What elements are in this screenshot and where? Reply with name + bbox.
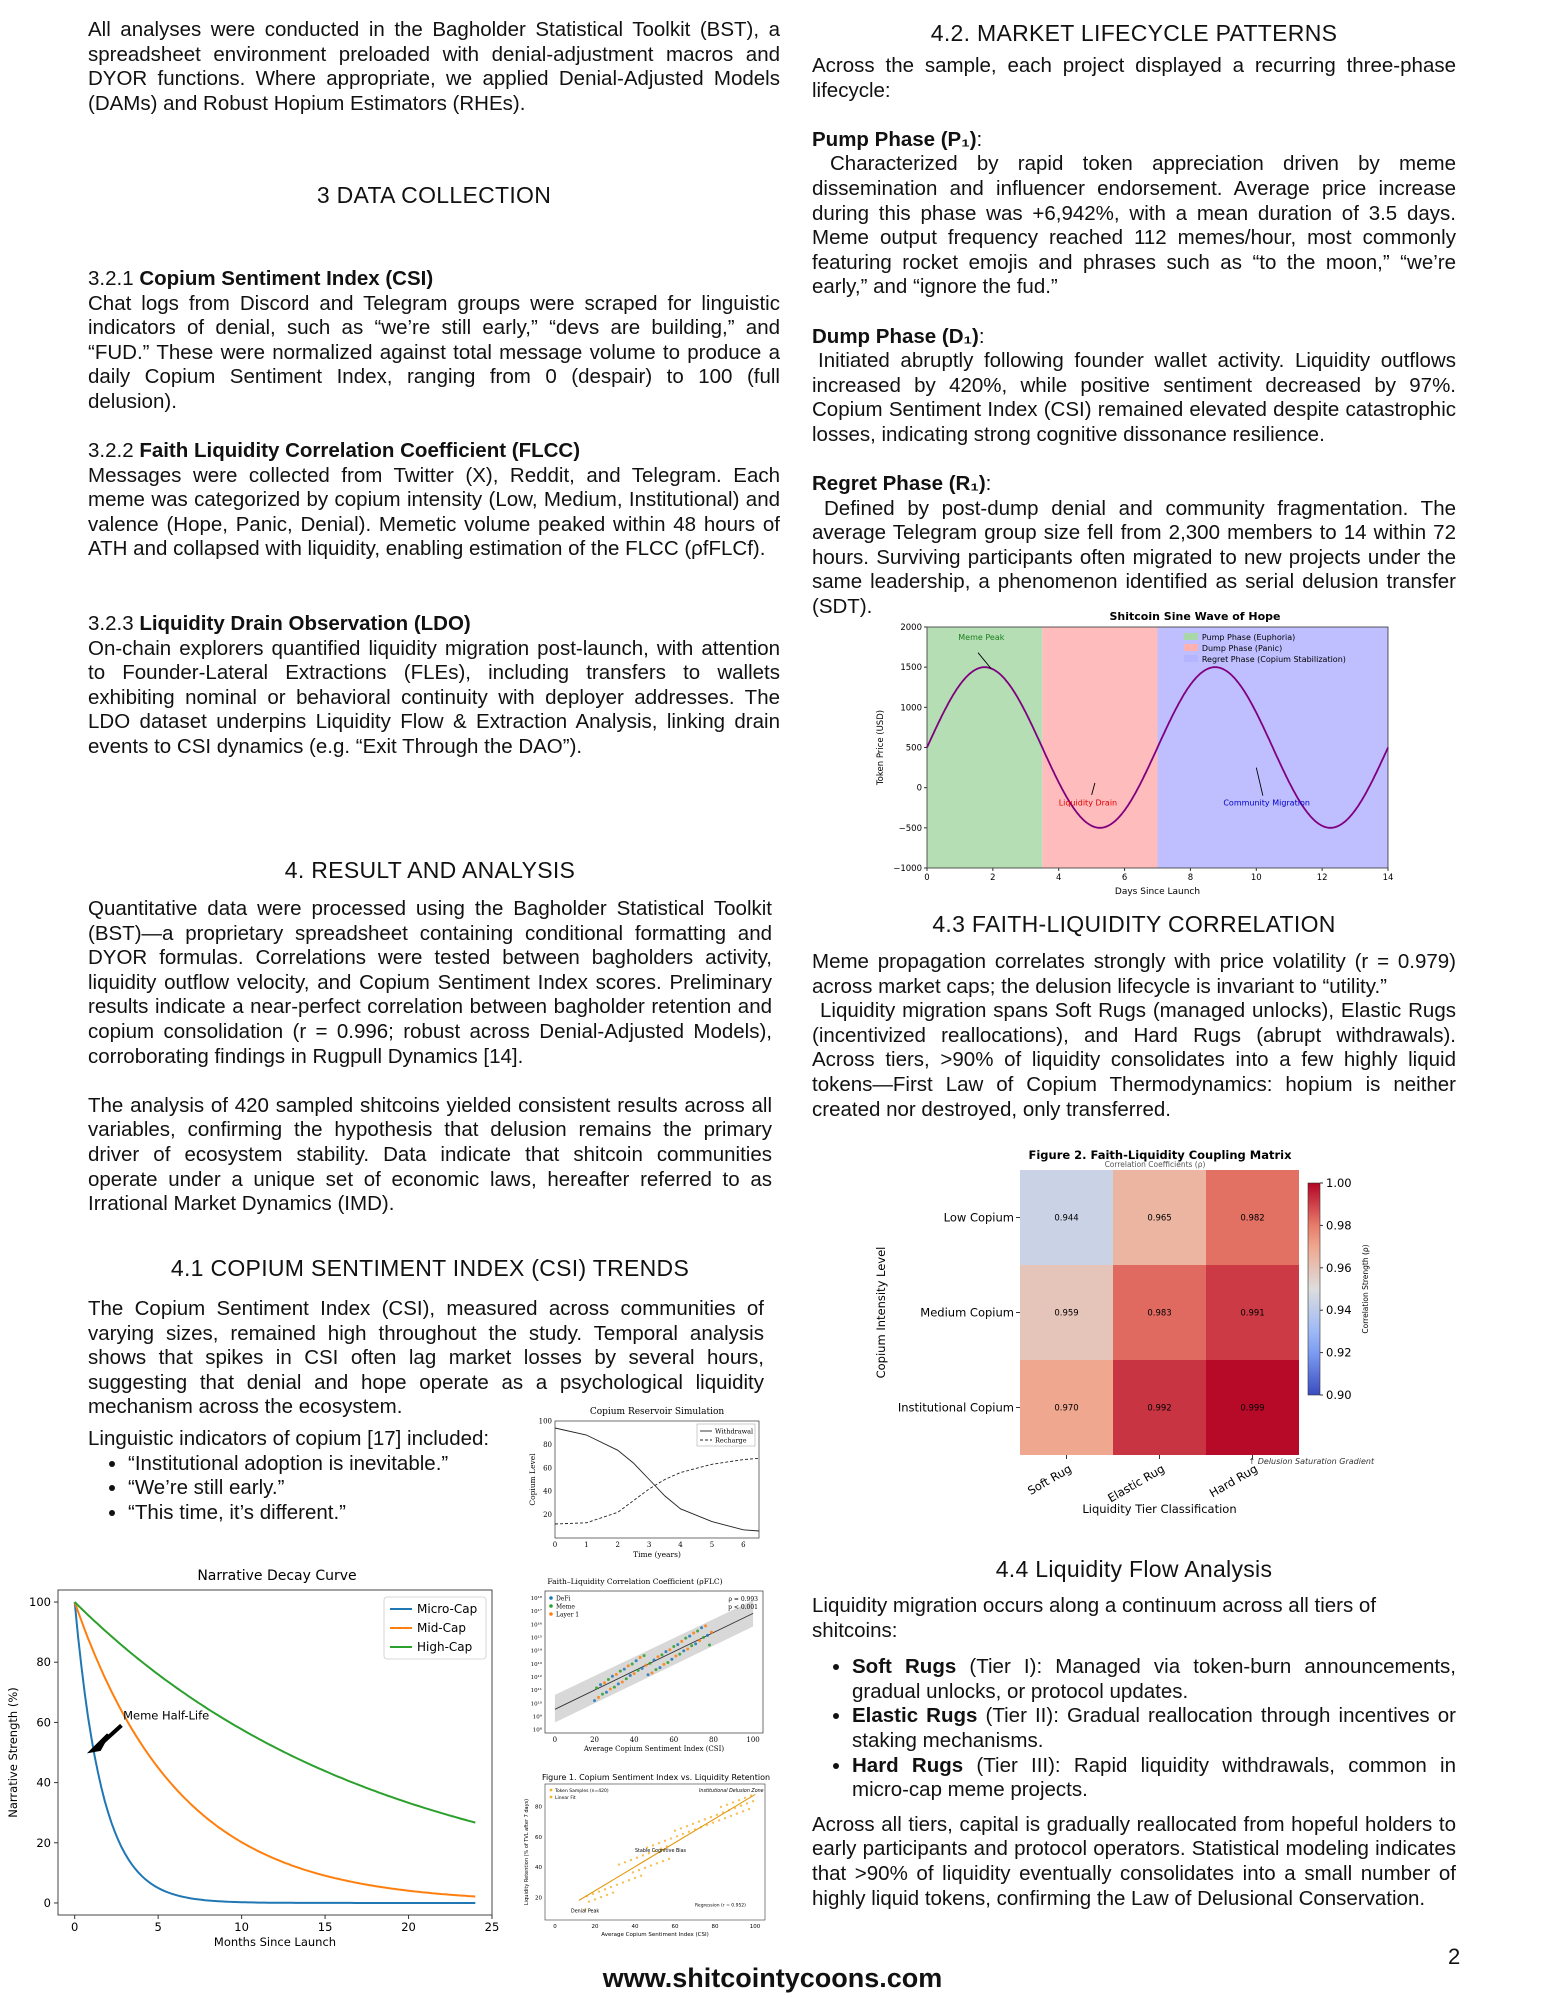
x-tick-label: 20 [401,1920,416,1934]
data-point [662,1663,665,1666]
section-4-1-title: 4.1 COPIUM SENTIMENT INDEX (CSI) TRENDS [170,1255,690,1281]
data-point [692,1631,695,1634]
colorbar-label: 0.90 [1326,1388,1352,1402]
x-tick-label: 6 [741,1541,746,1549]
data-point [690,1644,693,1647]
y-tick-label: 1000 [900,703,922,714]
quote-item: • “Institutional adoption is inevitable.” [128,1452,518,1477]
data-point [644,1867,646,1869]
narrative-decay-chart [0,1560,505,1955]
section-3-2-2: 3.2.2 Faith Liquidity Correlation Coefficient (FLCC) Messages were collected from Twitter (X), Reddit, and Telegram. Each meme was categorized by copium intensity (Low, Medium, Institutional) and valence (Hope, Panic, Denial). Memetic volume peaked within 48 hours of ATH and collapsed with liquidity, enabling estimation of the FLCC (ρfFLCf). [88,439,780,561]
data-point [627,1664,630,1667]
legend-marker [550,1789,553,1792]
col-label: Elastic Rug [1105,1461,1167,1506]
heat-value: 0.959 [1054,1308,1079,1319]
x-tick-label: 0 [552,1541,558,1549]
sine-wave-chart [870,606,1410,896]
data-point [598,1890,600,1892]
section-4-2-body: Across the sample, each project displayed a recurring three-phase lifecycle: Pump Phase (P₁): Characterized by rapid token appreciation driven by meme dissemination and influencer endorsement. Average price increase during this phase was +6,942%, with a mean duration of 3.5 days. Meme output frequency reached 112 memes/hour, most commonly featuring rocket emojis and phrases such as “to the moon,” “we’re early,” and “ignore the fud.” Dump Phase (D₁): Initiated abruptly following founder wallet activity. Liquidity outflows increased by 420%, while positive sentiment decreased by 97%. Copium Sentiment Index (CSI) remained elevated despite catastrophic losses, indicating strong cognitive dissonance resilience. Regret Phase (R₁): Defined by post-dump denial and community fragmentation. The average Telegram group size fell from 2,300 members to 14 within 72 hours. Surviving participants often migrated to new projects under the same leadership, a phenomenon identified as serial delusion transfer (SDT). [812,54,1456,619]
section-4-1-body: The Copium Sentiment Index (CSI), measured across communities of varying sizes, remained high throughout the study. Temporal analysis shows that spikes in CSI often lag market losses by several hours, suggesting that denial and hope operate as a psychological liquidity mechanism across the ecosystem. [88,1297,764,1419]
y-axis-label: Copium Level [528,1453,537,1506]
data-point [696,1630,699,1633]
x-axis-label: Months Since Launch [213,1935,337,1949]
x-tick-label: 4 [1056,873,1062,883]
data-point [684,1637,687,1640]
x-tick-label: 2 [990,873,996,883]
data-point [634,1877,636,1879]
annotation-text: Meme Peak [958,632,1005,642]
x-tick-label: 100 [746,1736,760,1744]
data-point [668,1648,671,1651]
heat-value: 0.991 [1240,1308,1265,1319]
data-point [680,1640,683,1643]
col-label: Hard Rug [1206,1461,1260,1501]
data-point [718,1819,720,1821]
colorbar-label: 1.00 [1326,1176,1352,1190]
x-tick-label: 25 [484,1920,500,1934]
y-tick-label: 20 [543,1511,552,1520]
y-tick-label: 10¹⁶ [530,1622,542,1629]
data-point [588,1901,590,1903]
x-axis-label: Average Copium Sentiment Index (CSI) [583,1745,725,1753]
data-point [654,1668,657,1671]
data-point [698,1820,700,1822]
section-4-title: 4. RESULT AND ANALYSIS [284,857,576,883]
intro-paragraph: All analyses were conducted in the Bagholder Statistical Toolkit (BST), a spreadsheet environment preloaded with denial-adjustment macros and DYOR functions. Where appropriate, we applied Denial-Adjusted Models (DAMs) and Robust Hopium Estimators (RHEs). [88,18,780,115]
data-point [740,1805,742,1807]
y-axis-label: Copium Intensity Level [874,1246,888,1379]
data-point [748,1808,750,1810]
data-point [662,1860,664,1862]
colorbar-label: 0.92 [1326,1345,1352,1360]
data-point [594,1898,596,1900]
y-tick-label: 40 [543,1487,552,1496]
x-tick-label: 14 [1382,873,1394,883]
y-tick-label: 10¹⁰ [530,1701,542,1708]
chart-title: Figure 2. Faith-Liquidity Coupling Matrix [1028,1148,1292,1162]
data-point [613,1686,616,1689]
heat-value: 0.983 [1147,1308,1172,1319]
y-tick-label: 500 [905,743,922,754]
x-axis-label: Average Copium Sentiment Index (CSI) [601,1932,709,1938]
y-tick-label: 10¹⁵ [530,1635,542,1642]
y-tick-label: 0 [916,783,922,794]
data-point [738,1799,740,1801]
copium-reservoir-chart [525,1405,765,1565]
stat-label: ρ = 0.993 [728,1596,758,1603]
data-point [706,1634,709,1637]
data-point [736,1812,738,1814]
data-point [668,1858,670,1860]
y-tick-label: 60 [535,1834,542,1841]
legend-label: Token Samples (n=420) [555,1789,609,1794]
annotation-text: ↑ Delusion Saturation Gradient [1248,1457,1375,1466]
data-point [635,1659,638,1662]
data-point [660,1653,663,1656]
legend-label: Dump Phase (Panic) [1201,644,1283,653]
section-3-2-1: 3.2.1 Copium Sentiment Index (CSI) Chat logs from Discord and Telegram groups were scraped for linguistic indicators of denial, such as “we’re still early,” “devs are building,” and “FUD.” These were normalized against total message volume to produce a daily Copium Sentiment Index, ranging from 0 (despair) to 100 (full delusion). [88,267,780,413]
data-point [710,1631,713,1634]
x-tick-label: 40 [629,1736,639,1744]
x-tick-label: 10 [1250,873,1262,883]
data-point [702,1636,705,1639]
legend-label: Regret Phase (Copium Stabilization) [1201,655,1346,664]
data-point [604,1888,606,1890]
legend-marker [549,1596,553,1600]
chart-subtitle: Correlation Coefficients (ρ) [1104,1160,1206,1169]
chart-title: Figure 1. Copium Sentiment Index vs. Liquidity Retention [541,1773,770,1782]
data-point [688,1635,691,1638]
legend-swatch [1184,633,1198,640]
data-point [694,1642,697,1645]
x-tick-label: 80 [708,1736,718,1744]
data-point [600,1896,602,1898]
y-axis-label: Token Price (USD) [876,709,886,786]
data-point [625,1677,628,1680]
y-axis-label: Narrative Strength (%) [6,1687,20,1818]
data-point [664,1650,667,1653]
data-point [642,1854,644,1856]
x-tick-label: 3 [646,1541,652,1549]
data-point [708,1643,711,1646]
section-4-2-title: 4.2. MARKET LIFECYCLE PATTERNS [930,20,1338,46]
y-tick-label: −500 [898,823,922,834]
legend-label: Recharge [715,1436,747,1445]
data-point [658,1666,661,1669]
data-point [674,1655,677,1658]
y-tick-label: 80 [535,1804,542,1811]
data-point [610,1886,612,1888]
data-point [647,1673,650,1676]
x-tick-label: 1 [584,1541,589,1549]
legend-label: Pump Phase (Euphoria) [1201,633,1296,642]
data-point [630,1859,632,1861]
heat-value: 0.999 [1240,1403,1265,1414]
y-tick-label: 20 [36,1835,51,1850]
data-point [664,1840,666,1842]
tier-item: • Hard Rugs (Tier III): Rapid liquidity withdrawals, common in micro-cap meme projects. [852,1754,1456,1803]
legend-marker [550,1796,553,1799]
heat-value: 0.965 [1147,1213,1172,1224]
heat-value: 0.992 [1147,1403,1172,1414]
data-point [744,1797,746,1799]
x-tick-label: 5 [709,1541,715,1549]
data-point [622,1881,624,1883]
x-tick-label: 15 [317,1920,333,1934]
y-tick-label: 20 [535,1895,542,1902]
csi-liquidity-scatter [520,1770,770,1945]
data-point [615,1673,618,1676]
x-tick-label: 4 [678,1541,683,1549]
data-point [730,1815,732,1817]
legend-label: Meme [556,1603,575,1611]
y-tick-label: 1500 [900,663,922,674]
phase-band [1042,627,1157,868]
legend-label: Withdrawal [715,1427,754,1436]
data-point [637,1669,640,1672]
y-tick-label: 80 [543,1440,552,1449]
x-tick-label: 12 [1316,873,1328,883]
x-tick-label: 80 [711,1924,719,1930]
legend-marker [549,1604,553,1608]
x-tick-label: 0 [71,1920,79,1934]
x-tick-label: 6 [1121,873,1128,883]
annotation-text: Meme Half-Life [123,1708,210,1723]
x-tick-label: 60 [669,1736,679,1744]
data-point [672,1645,675,1648]
chart-title: Narrative Decay Curve [197,1568,357,1584]
y-tick-label: 60 [543,1464,552,1473]
data-point [652,1844,654,1846]
legend-swatch [1184,655,1198,662]
data-point [649,1662,652,1665]
legend-label: High-Cap [417,1640,473,1654]
y-tick-label: 10¹⁴ [530,1648,542,1655]
y-tick-label: 2000 [900,623,922,633]
x-tick-label: 0 [924,873,930,883]
x-tick-label: 20 [590,1736,600,1744]
flc-scatter-chart [505,1575,770,1755]
data-point [599,1683,602,1686]
data-point [651,1671,654,1674]
quote-item: • “We’re still early.” [128,1476,518,1501]
data-point [639,1656,642,1659]
data-point [752,1800,754,1802]
colorbar-label: 0.96 [1326,1260,1352,1275]
data-point [621,1680,624,1683]
data-point [678,1653,681,1656]
data-point [617,1682,620,1685]
data-point [716,1814,718,1816]
heat-value: 0.944 [1054,1213,1079,1224]
data-point [611,1675,614,1678]
row-label: Medium Copium [920,1305,1014,1320]
data-point [670,1658,673,1661]
data-point [606,1894,608,1896]
data-point [593,1699,596,1702]
x-tick-label: 0 [553,1924,557,1930]
data-point [645,1664,648,1667]
data-point [595,1686,598,1689]
data-point [658,1842,660,1844]
heat-value: 0.982 [1240,1213,1265,1224]
colorbar [1308,1183,1320,1395]
colorbar-label: 0.98 [1326,1218,1352,1233]
y-tick-label: 0 [43,1895,51,1910]
tier-item: • Soft Rugs (Tier I): Managed via token-burn announcements, gradual unlocks, or protocol updates. [852,1655,1456,1704]
data-point [698,1639,701,1642]
x-tick-label: 60 [671,1924,679,1930]
data-point [597,1696,600,1699]
data-point [712,1821,714,1823]
data-point [682,1833,684,1835]
y-tick-label: 100 [538,1417,552,1426]
legend-swatch [1184,644,1198,651]
data-point [680,1827,682,1829]
legend-marker [549,1612,553,1616]
data-point [603,1681,606,1684]
legend-label: Micro-Cap [417,1602,478,1616]
data-point [650,1864,652,1866]
x-tick-label: 5 [154,1920,162,1934]
section-3-2-3: 3.2.3 Liquidity Drain Observation (LDO) On-chain explorers quantified liquidity migration post-launch, with attention to Founder-Lateral Extractions (FLEs), including transfers to wallets exhibiting nominal or behavioral continuity with deployer addresses. The LDO dataset underpins Liquidity Flow & Extraction Analysis, linking drain events to CSI dynamics (e.g. “Exit Through the DAO”). [88,612,780,758]
annotation-text: Institutional Delusion Zone [699,1789,764,1794]
row-label: Institutional Copium [897,1400,1014,1415]
data-point [732,1801,734,1803]
data-point [746,1802,748,1804]
row-label: Low Copium [943,1210,1014,1225]
x-axis-label: Days Since Launch [1114,887,1201,896]
y-tick-label: 10⁹ [532,1714,542,1721]
y-tick-label: −1000 [893,864,922,874]
data-point [631,1663,634,1666]
data-point [688,1831,690,1833]
data-point [643,1654,646,1657]
data-point [686,1647,689,1650]
x-tick-label: 20 [591,1924,599,1930]
y-tick-label: 10¹¹ [530,1688,542,1695]
copium-indicators: Linguistic indicators of copium [17] included: • “Institutional adoption is inevitable.” • “We’re still early.” • “This time, it’s different.” [88,1427,518,1525]
y-tick-label: 10¹⁷ [530,1609,542,1616]
x-tick-label: 100 [749,1924,761,1930]
data-point [636,1857,638,1859]
section-3-title: 3 DATA COLLECTION [316,182,552,208]
data-point [616,1884,618,1886]
data-point [619,1670,622,1673]
quote-item: • “This time, it’s different.” [128,1501,518,1526]
x-tick-label: 2 [615,1541,621,1549]
data-point [656,1862,658,1864]
data-point [682,1649,685,1652]
tier-item: • Elastic Rugs (Tier II): Gradual reallocation through incentives or staking mechanisms. [852,1704,1456,1753]
data-point [633,1672,636,1675]
data-point [601,1693,604,1696]
x-tick-label: 8 [1187,873,1194,883]
data-point [618,1863,620,1865]
data-point [726,1804,728,1806]
data-point [607,1678,610,1681]
data-point [674,1829,676,1831]
page-number: 2 [1448,1944,1461,1969]
y-tick-label: 10¹² [530,1674,542,1681]
data-point [623,1668,626,1671]
y-tick-label: 80 [36,1655,51,1670]
data-point [641,1667,644,1670]
chart-title: Faith–Liquidity Correlation Coefficient (ρFLC) [547,1577,723,1586]
y-axis-label: Liquidity Retention (% of TVL after 7 days) [524,1798,530,1906]
y-tick-label: 100 [29,1595,51,1610]
section-4-body: Quantitative data were processed using the Bagholder Statistical Toolkit (BST)—a proprietary spreadsheet containing conditional formatting and DYOR formulas. Correlations were tested between bagholders activity, liquidity outflow velocity, and Copium Sentiment Index scores. Preliminary results indicate a near-perfect correlation between bagholder retention and copium consolidation (r = 0.996; robust across Denial-Adjusted Models), corroborating findings in Rugpull Dynamics [14]. The analysis of 420 sampled shitcoins yielded consistent results across all variables, confirming the hypothesis that delusion remains the primary driver of ecosystem stability. Data indicate that shitcoin communities operate under a unique set of economic laws, hereafter referred to as Irrational Market Dynamics (IMD). [88,897,772,1216]
legend-label: DeFi [556,1595,571,1603]
data-point [700,1626,703,1629]
x-tick-label: 10 [234,1920,249,1934]
data-point [640,1875,642,1877]
legend-label: Layer 1 [556,1611,580,1619]
x-tick-label: 40 [631,1924,639,1930]
colorbar-label: 0.94 [1326,1303,1352,1318]
data-point [742,1810,744,1812]
data-point [692,1823,694,1825]
stat-label: p < 0.001 [728,1604,758,1611]
section-4-4-body: Liquidity migration occurs along a continuum across all tiers of shitcoins: • Soft Rugs (Tier I): Managed via token-burn announcements, gradual unlocks, or protocol updates. • Elastic Rugs (Tier II): Gradual reallocation through incentives or staking mechanisms. • Hard Rugs (Tier III): Rapid liquidity withdrawals, common in micro-cap meme projects. Across all tiers, capital is gradually reallocated from hopeful holders to early participants and protocol operators. Statistical modeling indicates that >90% of liquidity eventually consolidates into a small number of highly liquid tokens, confirming the Law of Delusional Conservation. [812,1594,1456,1911]
x-axis-label: Liquidity Tier Classification [1082,1502,1237,1516]
data-point [653,1659,656,1662]
annotation-text: Community Migration [1223,798,1310,808]
data-point [686,1825,688,1827]
faith-liquidity-heatmap [850,1140,1410,1530]
y-tick-label: 40 [535,1865,542,1872]
data-point [605,1691,608,1694]
x-axis-label: Time (years) [633,1550,681,1559]
data-point [632,1871,634,1873]
section-4-3-body: Meme propagation correlates strongly with price volatility (r = 0.979) across market caps; the delusion lifecycle is invariant to “utility.” Liquidity migration spans Soft Rugs (managed unlocks), Elastic Rugs (incentivized reallocations), and Hard Rugs (abrupt withdrawals). Across tiers, >90% of liquidity consolidates into a few highly liquid tokens—First Law of Copium Thermodynamics: hopium is neither created nor destroyed, only transferred. [812,950,1456,1121]
data-point [612,1891,614,1893]
col-label: Soft Rug [1025,1461,1074,1498]
data-point [638,1869,640,1871]
heat-value: 0.970 [1054,1403,1079,1414]
annotation-text: Stable Cognitive Bias [635,1849,687,1854]
data-point [676,1643,679,1646]
data-point [624,1861,626,1863]
data-point [656,1655,659,1658]
x-tick-label: 0 [552,1736,558,1744]
data-point [704,1818,706,1820]
colorbar-title: Correlation Strength (ρ) [1361,1244,1370,1334]
data-point [704,1624,707,1627]
y-tick-label: 40 [36,1775,51,1790]
data-point [724,1817,726,1819]
y-tick-label: 60 [36,1715,51,1730]
section-4-3-title: 4.3 FAITH-LIQUIDITY CORRELATION [932,911,1336,937]
y-tick-label: 10⁸ [532,1727,542,1734]
annotation-text: Liquidity Drain [1058,798,1118,808]
footer-url[interactable]: www.shitcointycoons.com [602,1963,943,1993]
data-point [676,1835,678,1837]
legend-label: Linear Fit [555,1796,576,1801]
section-4-4-title: 4.4 Liquidity Flow Analysis [995,1556,1273,1582]
legend-label: Mid-Cap [417,1621,466,1635]
annotation-text: Denial Peak [571,1909,600,1915]
data-point [720,1806,722,1808]
y-tick-label: 10¹⁸ [530,1596,542,1603]
data-point [666,1661,669,1664]
y-tick-label: 10¹³ [530,1661,542,1668]
annotation-text: Regression (r = 0.952) [695,1903,746,1909]
phase-band [927,627,1042,868]
chart-title: Shitcoin Sine Wave of Hope [1109,610,1281,623]
data-point [609,1688,612,1691]
chart-title: Copium Reservoir Simulation [589,1407,725,1417]
data-point [628,1879,630,1881]
data-point [670,1837,672,1839]
data-point [710,1816,712,1818]
data-point [629,1674,632,1677]
